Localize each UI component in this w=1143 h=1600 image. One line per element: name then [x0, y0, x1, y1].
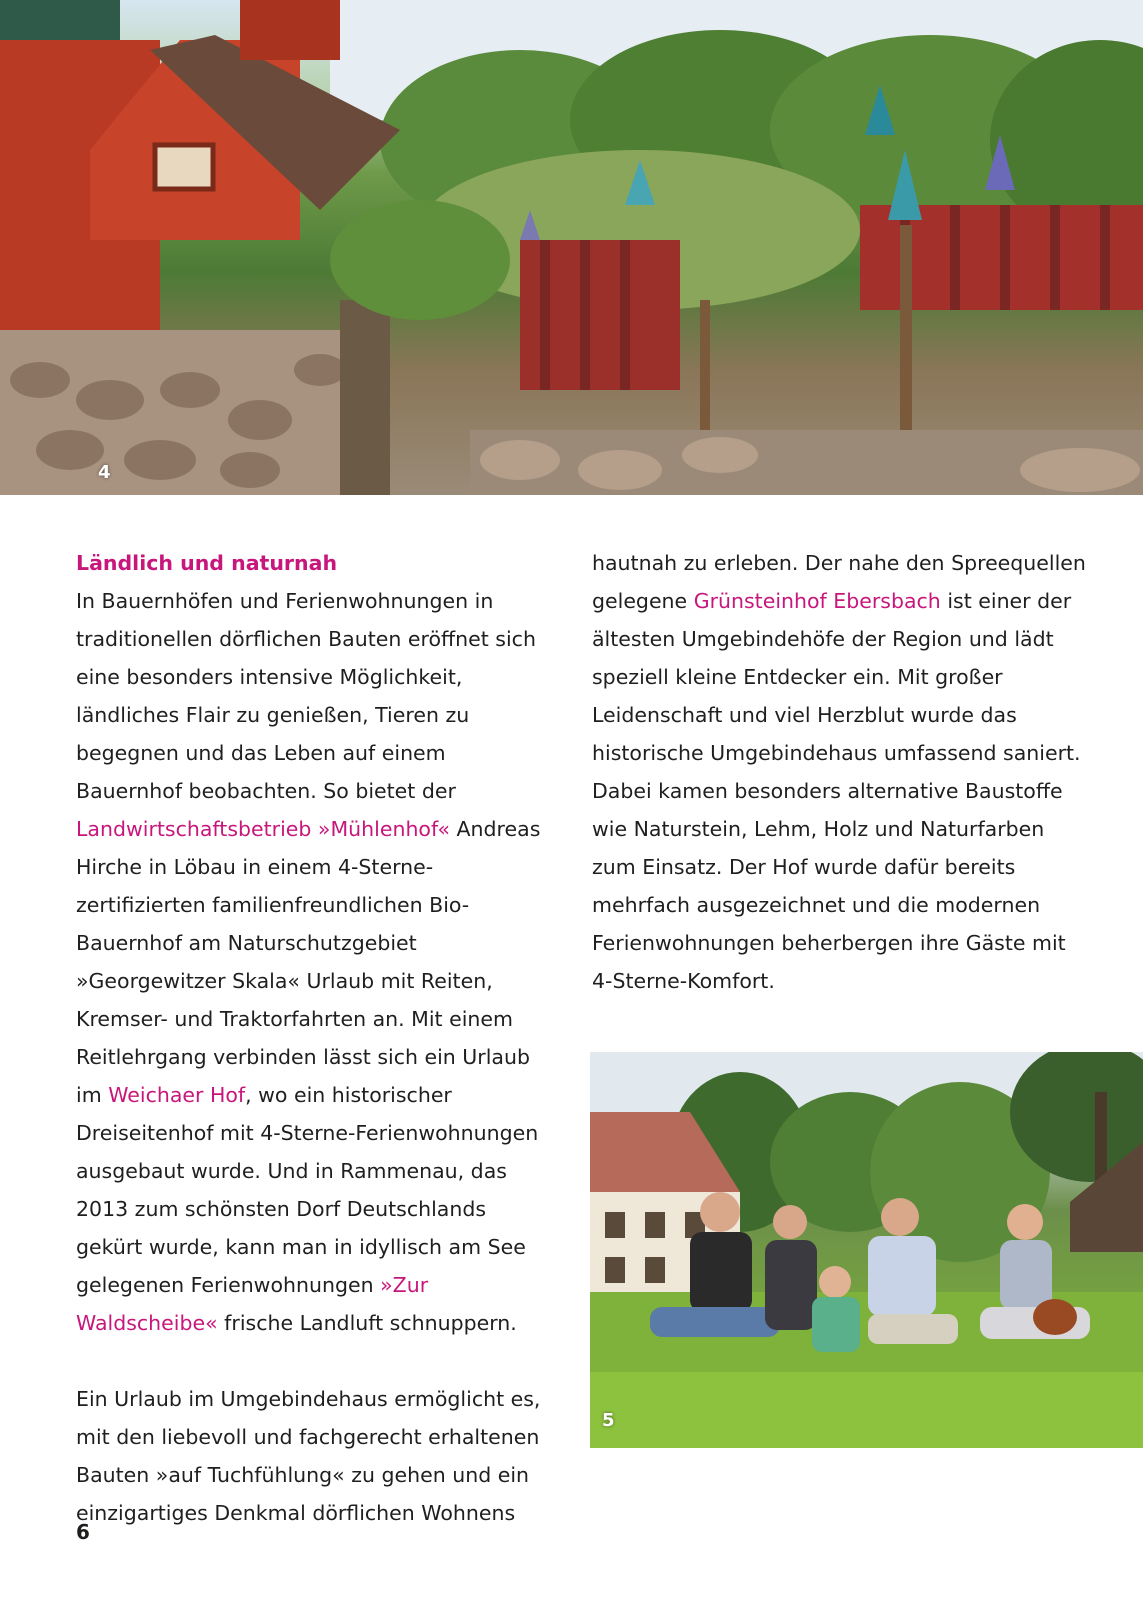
link-zur-waldscheibe[interactable]: »Zur Waldscheibe«: [76, 1273, 429, 1335]
left-text-column: [76, 544, 556, 1532]
paragraph-umgebindehaus: Ein Urlaub im Umgebindehaus ermöglicht es, mit den liebevoll und fachgerecht erhaltenen Bauten »auf Tuchfühlung« zu gehen und ein einzigartiges Denkmal dörflichen Wohnens: [76, 1387, 541, 1525]
family-photo: [590, 1052, 1143, 1448]
photo-number-4: 4: [98, 462, 111, 483]
text-run: ist einer der ältesten Umgebindehöfe der Region und lädt speziell kleine Entdecker ein. Mit großer Leidenschaft und viel Herzblut wurde das historische Umgebindehaus umfassend saniert. Dabei kamen besonders alternative Baustoffe wie Naturstein, Lehm, Holz und Naturfarben zum Einsatz. Der Hof wurde dafür bereits mehrfach ausgezeichnet und die modernen Ferienwohnungen beherbergen ihre Gäste mit 4-Sterne-Komfort.: [592, 589, 1081, 993]
text-run: hautnah zu erleben. Der nahe den Spreequellen gelegene: [592, 551, 1086, 613]
paragraph-gruensteinhof: [592, 544, 1092, 1000]
link-gruensteinhof-ebersbach[interactable]: Grünsteinhof Ebersbach: [693, 589, 941, 613]
link-muehlenhof[interactable]: Landwirtschaftsbetrieb »Mühlenhof«: [76, 817, 451, 841]
paragraph-gap: [76, 1342, 556, 1380]
right-text-column: [592, 544, 1092, 1000]
hero-photo-playground: [0, 0, 1143, 495]
paragraph-intro: [76, 582, 556, 1342]
text-run: frische Landluft schnuppern.: [217, 1311, 517, 1335]
hero-photo-illustration: [0, 0, 1143, 495]
text-run: In Bauernhöfen und Ferienwohnungen in traditionellen dörflichen Bauten eröffnet sich eine besonders intensive Möglichkeit, ländliches Flair zu genießen, Tieren zu begegnen und das Leben auf einem Bauernhof beobachten. So bietet der: [76, 589, 536, 803]
page-number: 6: [76, 1520, 90, 1544]
family-photo-illustration: [590, 1052, 1143, 1448]
link-weichaer-hof[interactable]: Weichaer Hof: [108, 1083, 246, 1107]
text-run: Andreas Hirche in Löbau in einem 4-Sterne-zertifizierten familienfreundlichen Bio-Bauernhof am Naturschutzgebiet »Georgewitzer Skala« Urlaub mit Reiten, Kremser- und Traktorfahrten an. Mit einem Reitlehrgang verbinden lässt sich ein Urlaub im: [76, 817, 541, 1107]
photo-number-5: 5: [602, 1410, 615, 1431]
section-heading: Ländlich und naturnah: [76, 551, 338, 575]
text-run: , wo ein historischer Dreiseitenhof mit 4-Sterne-Ferienwohnungen ausgebaut wurde. Und in Rammenau, das 2013 zum schönsten Dorf Deutschlands gekürt wurde, kann man in idyllisch am See gelegenen Ferienwohnungen: [76, 1083, 539, 1297]
